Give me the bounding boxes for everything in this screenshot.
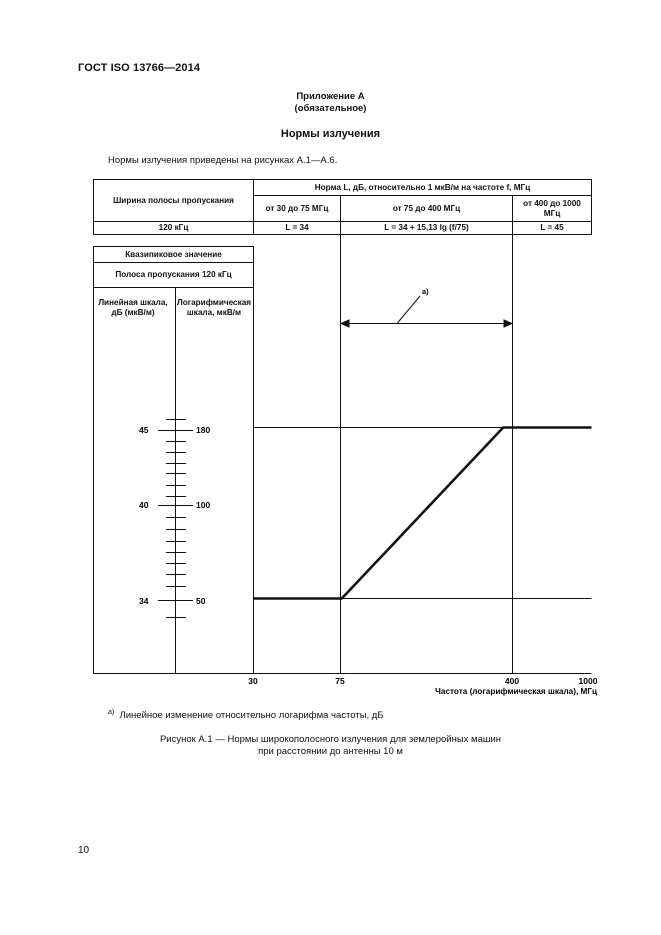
log-scale-label: Логарифмическая шкала, мкВ/м bbox=[176, 298, 252, 317]
bandwidth-label: Полоса пропускания 120 кГц bbox=[115, 270, 232, 279]
x-tick-30: 30 bbox=[248, 676, 258, 686]
appendix-status: (обязательное) bbox=[294, 103, 367, 114]
y-tick-log-50: 50 bbox=[196, 596, 206, 606]
intro-text: Нормы излучения приведены на рисунках А.1—А.6. bbox=[108, 155, 338, 166]
linear-scale-label: Линейная шкала, дБ (мкВ/м) bbox=[98, 298, 168, 317]
footnote-marker: а) bbox=[108, 709, 115, 716]
x-axis-label: Частота (логарифмическая шкала), МГц bbox=[435, 687, 597, 696]
table-range-1: от 30 до 75 МГц bbox=[265, 203, 329, 213]
y-tick-linear-34: 34 bbox=[139, 596, 149, 606]
limit-curve bbox=[254, 428, 592, 599]
table-formula-1: L = 34 bbox=[285, 223, 309, 232]
quasi-peak-label: Квазипиковое значение bbox=[125, 249, 222, 259]
y-tick-log-180: 180 bbox=[196, 425, 211, 435]
y-tick-linear-40: 40 bbox=[139, 500, 149, 510]
y-tick-linear-45: 45 bbox=[139, 425, 149, 435]
document-header: ГОСТ ISO 13766—2014 bbox=[78, 62, 201, 74]
table-range-3: от 400 до 1000 МГц bbox=[523, 198, 581, 218]
appendix-title: Приложение А bbox=[296, 91, 365, 102]
section-title: Нормы излучения bbox=[280, 128, 381, 140]
x-tick-1000: 1000 bbox=[578, 676, 598, 686]
table-bandwidth-value: 120 кГц bbox=[158, 223, 189, 232]
y-tick-log-100: 100 bbox=[196, 500, 211, 510]
limit-line bbox=[254, 428, 592, 599]
table-formula-2: L = 34 + 15,13 lg (f/75) bbox=[384, 223, 469, 232]
figure-caption bbox=[0, 734, 661, 758]
table-header-norm: Норма L, дБ, относительно 1 мкВ/м на частоте f, МГц bbox=[314, 182, 531, 192]
table-range-2: от 75 до 400 МГц bbox=[392, 203, 461, 213]
annotation-label: а) bbox=[422, 287, 429, 296]
table-header-bandwidth: Ширина полосы пропускания bbox=[113, 195, 234, 205]
table-formula-3: L = 45 bbox=[540, 223, 564, 232]
page-number: 10 bbox=[78, 845, 90, 856]
footnote-text: Линейное изменение относительно логарифма частоты, дБ bbox=[119, 710, 384, 722]
caption-line-1: Рисунок А.1 — Нормы широкополосного излучения для землеройных машин bbox=[159, 734, 502, 745]
x-tick-75: 75 bbox=[335, 676, 345, 686]
x-tick-400: 400 bbox=[504, 676, 520, 686]
footnote bbox=[108, 709, 384, 721]
caption-line-2: при расстоянии до антенны 10 м bbox=[258, 746, 403, 757]
